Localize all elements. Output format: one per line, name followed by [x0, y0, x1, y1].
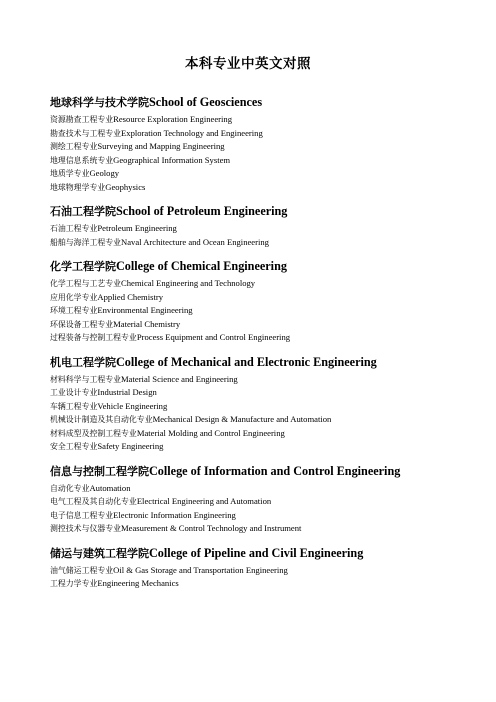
major-name-cn: 地质学专业: [50, 169, 90, 178]
major-item: [50, 564, 470, 578]
school-heading: [50, 259, 470, 274]
major-name-cn: 环保设备工程专业: [50, 319, 114, 329]
major-name-en: Applied Chemistry: [97, 291, 164, 302]
major-list: [50, 113, 470, 194]
major-name-cn: 环境工程专业: [50, 306, 98, 315]
major-name-en: Oil & Gas Storage and Transportation Engineering: [113, 564, 288, 575]
major-name-cn: 材料科学与工程专业: [50, 374, 122, 384]
major-item: [50, 181, 470, 195]
school-heading: [50, 204, 470, 219]
major-name-en: Chemical Engineering and Technology: [121, 278, 256, 288]
major-name-cn: 机械设计制造及其自动化专业: [50, 415, 153, 424]
major-name-en: Safety Engineering: [97, 441, 164, 451]
major-item: [50, 318, 470, 332]
school-heading: [50, 546, 470, 561]
major-item: [50, 373, 470, 387]
school-section: [50, 464, 470, 536]
school-section: [50, 259, 470, 345]
major-list: [50, 277, 470, 345]
major-name-cn: 过程装备与控制工程专业: [50, 333, 137, 342]
major-name-en: Process Equipment and Control Engineering: [136, 332, 291, 342]
major-name-cn: 工程力学专业: [50, 579, 98, 588]
major-name-cn: 船舶与海洋工程专业: [50, 237, 122, 247]
major-name-en: Resource Exploration Engineering: [113, 114, 232, 124]
major-item: [50, 291, 470, 305]
major-item: [50, 304, 470, 318]
document-title: 本科专业中英文对照: [185, 56, 311, 72]
major-list: [50, 222, 470, 249]
major-list: [50, 373, 470, 454]
major-name-en: Electrical Engineering and Automation: [136, 496, 272, 506]
major-item: [50, 167, 470, 181]
major-name-cn: 电子信息工程专业: [50, 510, 114, 520]
major-item: [50, 331, 470, 345]
major-name-cn: 应用化学专业: [50, 292, 98, 302]
major-item: [50, 413, 470, 427]
school-heading: [50, 355, 470, 370]
major-name-cn: 安全工程专业: [50, 442, 98, 451]
major-item: [50, 222, 470, 236]
major-name-en: Naval Architecture and Ocean Engineering: [121, 236, 269, 247]
major-item: [50, 495, 470, 509]
major-name-cn: 勘查技术与工程专业: [50, 128, 122, 138]
major-name-cn: 自动化专业: [50, 483, 90, 493]
major-name-cn: 电气工程及其自动化专业: [50, 497, 137, 506]
major-item: [50, 154, 470, 168]
major-name-en: Measurement & Control Technology and Instrument: [121, 523, 302, 533]
school-name-cn: 地球科学与技术学院: [50, 96, 149, 109]
school-name-en: College of Mechanical and Electronic Engineering: [116, 354, 377, 369]
major-item: [50, 509, 470, 523]
major-name-en: Exploration Technology and Engineering: [121, 127, 263, 138]
major-list: [50, 564, 470, 591]
school-name-en: College of Chemical Engineering: [116, 259, 287, 273]
major-name-en: Material Molding and Control Engineering: [136, 427, 285, 438]
school-name-cn: 信息与控制工程学院: [50, 464, 149, 478]
major-item: [50, 482, 470, 496]
major-item: [50, 400, 470, 414]
major-item: [50, 386, 470, 400]
section-list: [50, 95, 470, 601]
major-name-en: Mechanical Design & Manufacture and Automation: [152, 414, 332, 424]
major-name-cn: 车辆工程专业: [50, 401, 98, 411]
school-name-en: School of Petroleum Engineering: [116, 204, 288, 218]
school-section: [50, 95, 470, 194]
major-item: [50, 427, 470, 441]
major-name-en: Geophysics: [105, 181, 146, 192]
school-heading: [50, 464, 470, 479]
major-name-cn: 石油工程专业: [50, 224, 98, 233]
major-name-cn: 地球物理学专业: [50, 182, 106, 192]
major-item: [50, 113, 470, 127]
school-section: [50, 204, 470, 249]
major-item: [50, 236, 470, 250]
major-name-en: Electronic Information Engineering: [113, 509, 236, 520]
school-heading: [50, 95, 470, 110]
major-name-cn: 测绘工程专业: [50, 142, 98, 151]
major-name-en: Environmental Engineering: [97, 305, 193, 315]
major-item: [50, 577, 470, 591]
major-name-en: Geology: [89, 168, 120, 178]
school-name-cn: 石油工程学院: [50, 205, 116, 218]
major-name-en: Petroleum Engineering: [97, 223, 177, 233]
school-name-en: School of Geosciences: [149, 95, 263, 109]
major-name-cn: 地理信息系统专业: [50, 155, 114, 165]
major-name-en: Vehicle Engineering: [97, 400, 168, 411]
major-name-cn: 测控技术与仪器专业: [50, 524, 122, 533]
major-name-cn: 化学工程与工艺专业: [50, 279, 122, 288]
school-name-cn: 储运与建筑工程学院: [50, 546, 149, 560]
major-name-en: Surveying and Mapping Engineering: [97, 141, 225, 151]
major-name-en: Industrial Design: [97, 387, 157, 397]
school-name-en: College of Information and Control Engineering: [149, 463, 401, 478]
major-name-en: Engineering Mechanics: [97, 578, 179, 588]
major-item: [50, 127, 470, 141]
major-name-cn: 资源勘查工程专业: [50, 115, 114, 124]
major-item: [50, 522, 470, 536]
major-item: [50, 140, 470, 154]
major-name-en: Material Science and Engineering: [121, 373, 238, 384]
school-section: [50, 546, 470, 591]
major-name-cn: 材料成型及控制工程专业: [50, 428, 137, 438]
major-name-cn: 油气储运工程专业: [50, 565, 114, 575]
major-name-en: Geographical Information System: [113, 154, 231, 165]
major-name-en: Material Chemistry: [113, 318, 181, 329]
major-list: [50, 482, 470, 536]
major-name-cn: 工业设计专业: [50, 388, 98, 397]
school-name-cn: 机电工程学院: [50, 355, 116, 369]
major-item: [50, 277, 470, 291]
major-name-en: Automation: [89, 482, 131, 493]
school-section: [50, 355, 470, 454]
school-name-cn: 化学工程学院: [50, 260, 116, 273]
major-item: [50, 440, 470, 454]
school-name-en: College of Pipeline and Civil Engineering: [149, 545, 364, 560]
